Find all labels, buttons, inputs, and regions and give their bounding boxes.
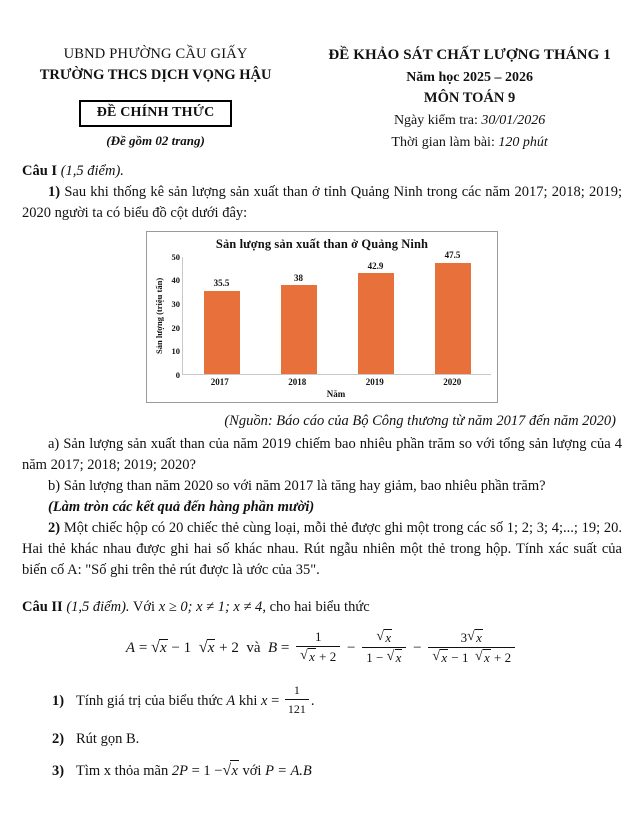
- issuing-authority: UBND PHƯỜNG CẦU GIẤY: [63, 46, 248, 62]
- sqrt-x-1: √ x: [151, 639, 168, 657]
- bar-slot-2018: [260, 257, 337, 374]
- fraction-2-numerator: √ x: [362, 629, 406, 648]
- school-name: TRƯỜNG THCS DỊCH VỌNG HẬU: [39, 67, 272, 84]
- bar-value-2017: 35.5: [213, 278, 230, 289]
- bar-slot-2019: [337, 257, 414, 374]
- question-1-part-1-text: Sau khi thống kê sản lượng sản xuất than ở tỉnh Quảng Ninh trong các năm 2017; 2018; 2019; 2020 người ta có biểu đồ cột dưới đây:: [22, 183, 622, 221]
- fraction-2: [362, 629, 406, 666]
- question-2-condition: x ≥ 0; x ≠ 1; x ≠ 4: [158, 598, 263, 615]
- question-1-part-2: [22, 518, 622, 581]
- question-2-sub-3-number: 3): [52, 762, 65, 779]
- question-1-part-a: a) Sản lượng sản xuất than của năm 2019 chiếm bao nhiêu phần trăm so với tổng sản lượng của 4 năm 2017; 2018; 2019; 2020?: [22, 435, 622, 473]
- exam-duration-line: [303, 132, 636, 154]
- bar-2019: [358, 273, 394, 374]
- question-2-sub-1-number: 1): [52, 692, 65, 709]
- q1-equals: =: [271, 692, 280, 709]
- subject-title: MÔN TOÁN 9: [423, 90, 516, 107]
- question-2-sub-2-text: Rút gọn B.: [76, 730, 140, 747]
- conjunction-and: và: [246, 639, 261, 656]
- bar-2017: [204, 291, 240, 374]
- fraction-3-numerator: 3 √ x: [428, 629, 515, 648]
- fraction-1-denominator: √ x + 2: [296, 647, 340, 665]
- chart-x-axis-title: Năm: [326, 388, 346, 399]
- question-2-sub-2: [52, 729, 622, 751]
- bar-value-2018: 38: [294, 272, 303, 283]
- fraction-3-denominator: √ x − 1 √ x + 2: [428, 648, 515, 666]
- coal-production-bar-chart: [146, 231, 498, 403]
- exam-date-label: Ngày kiểm tra:: [393, 112, 478, 128]
- y-tick-30: 30: [171, 298, 180, 309]
- q3-with-word: với: [242, 762, 262, 779]
- official-exam-badge: ĐỀ CHÍNH THỨC: [79, 100, 233, 127]
- bar-slot-2020: [414, 250, 491, 374]
- q3-left-side: 2P: [171, 762, 188, 779]
- document-header: [0, 0, 636, 155]
- x-label-2019: 2019: [365, 376, 384, 387]
- expression-definitions: A = √ x − 1 √ x + 2 và B = 1 √ x + 2 − √ $\frac{x}{1 - √ x}$ − 3 √ x √ x − 1 √ x + 2: [22, 630, 622, 667]
- question-1-title: Câu I: [22, 162, 58, 179]
- question-2-points: (1,5 điểm).: [66, 598, 130, 615]
- q1-period: .: [310, 692, 315, 709]
- exam-body: [0, 161, 636, 783]
- chart-y-axis-ticks: [164, 251, 182, 380]
- x-label-2017: 2017: [210, 376, 229, 387]
- question-2-sub-2-number: 2): [52, 730, 65, 747]
- header-left-block: [0, 44, 303, 155]
- question-2-condition-prefix: Với: [132, 598, 156, 615]
- expression-B-name: B: [268, 639, 278, 656]
- x-label-2020: 2020: [443, 376, 462, 387]
- bar-value-2019: 42.9: [367, 260, 384, 271]
- q1-text-mid: khi: [238, 692, 258, 709]
- exam-date-line: [303, 110, 636, 132]
- chart-x-axis-labels: [181, 377, 491, 387]
- exam-date-value: 30/01/2026: [481, 112, 546, 128]
- y-tick-0: 0: [175, 369, 180, 380]
- exam-duration-value: 120 phút: [498, 135, 548, 151]
- fraction-2-denominator: 1 − √ x: [362, 648, 406, 666]
- bar-2018: [281, 285, 317, 374]
- question-2-title: Câu II: [22, 598, 63, 615]
- expression-A-name: A: [125, 639, 136, 656]
- question-1-part-2-number: 2): [48, 519, 61, 536]
- bar-value-2020: 47.5: [444, 250, 461, 261]
- bar-slot-2017: [183, 257, 260, 374]
- bar-2020: [435, 263, 471, 374]
- chart-y-axis-title: Sản lượng (triệu tấn): [154, 277, 164, 354]
- question-2-heading: [22, 597, 622, 618]
- q3-p-definition: P = A.B: [265, 762, 312, 779]
- exam-duration-label: Thời gian làm bài:: [391, 135, 495, 151]
- question-2-subquestions: [22, 683, 622, 783]
- fraction-1: [296, 629, 340, 665]
- exam-title: ĐỀ KHẢO SÁT CHẤT LƯỢNG THÁNG 1: [328, 47, 611, 63]
- fraction-1-numerator: 1: [296, 629, 340, 647]
- x-label-2018: 2018: [288, 376, 307, 387]
- y-tick-40: 40: [171, 275, 180, 286]
- question-2-sub-3-text: [76, 760, 622, 783]
- q1-fraction-numerator: 1: [285, 681, 309, 700]
- chart-title: Sản lượng sản xuất than ở Quảng Ninh: [215, 236, 429, 251]
- question-1-part-2-text: Một chiếc hộp có 20 chiếc thẻ cùng loại, mỗi thẻ được ghi một trong các số 1; 2; 3; 4;...; 19; 20. Hai thẻ khác nhau được ghi hai số khác nhau. Rút ngẫu nhiên một thẻ trong hộp. Tính xác suất của biến cố A: "Số ghi trên thẻ rút được là ước của 35".: [22, 519, 622, 578]
- school-year: Năm học 2025 – 2026: [406, 69, 533, 85]
- chart-source-note: (Nguồn: Báo cáo của Bộ Công thương từ năm 2017 đến năm 2020): [224, 412, 616, 429]
- question-1-points: (1,5 điểm).: [60, 162, 124, 179]
- y-tick-50: 50: [171, 251, 180, 262]
- y-tick-10: 10: [171, 346, 180, 357]
- question-1-heading: [22, 161, 622, 182]
- q1-fraction: [285, 681, 309, 718]
- page-count-note: (Đề gồm 02 trang): [106, 133, 205, 149]
- q1-expression-name: A: [226, 692, 236, 709]
- q1-fraction-denominator: 121: [287, 701, 306, 716]
- header-right-block: [303, 44, 636, 155]
- chart-bars-container: [182, 250, 491, 375]
- question-2-sub-1: [52, 683, 622, 720]
- fraction-3: [428, 629, 515, 666]
- q1-text-before: Tính giá trị của biểu thức: [76, 692, 223, 709]
- question-2-sub-1-text: [76, 683, 622, 720]
- question-1-part-1: [22, 182, 622, 224]
- q3-equals-sign: = 1 −: [191, 762, 223, 779]
- question-2-sub-3: [52, 760, 622, 783]
- y-tick-20: 20: [171, 322, 180, 333]
- question-1-part-b: b) Sản lượng than năm 2020 so với năm 2017 là tăng hay giảm, bao nhiêu phần trăm?: [48, 477, 546, 494]
- question-2-condition-suffix: , cho hai biểu thức: [262, 598, 370, 615]
- sqrt-x-2: √ x: [199, 639, 216, 657]
- q1-variable: x: [261, 692, 268, 709]
- q3-text-before: Tìm x thỏa mãn: [76, 762, 169, 779]
- q3-sqrt-x: √ x: [222, 760, 238, 783]
- question-1-rounding-note: (Làm tròn các kết quả đến hàng phần mười): [48, 498, 315, 515]
- question-1-part-1-number: 1): [48, 183, 61, 200]
- chart-plot-area: [153, 250, 491, 380]
